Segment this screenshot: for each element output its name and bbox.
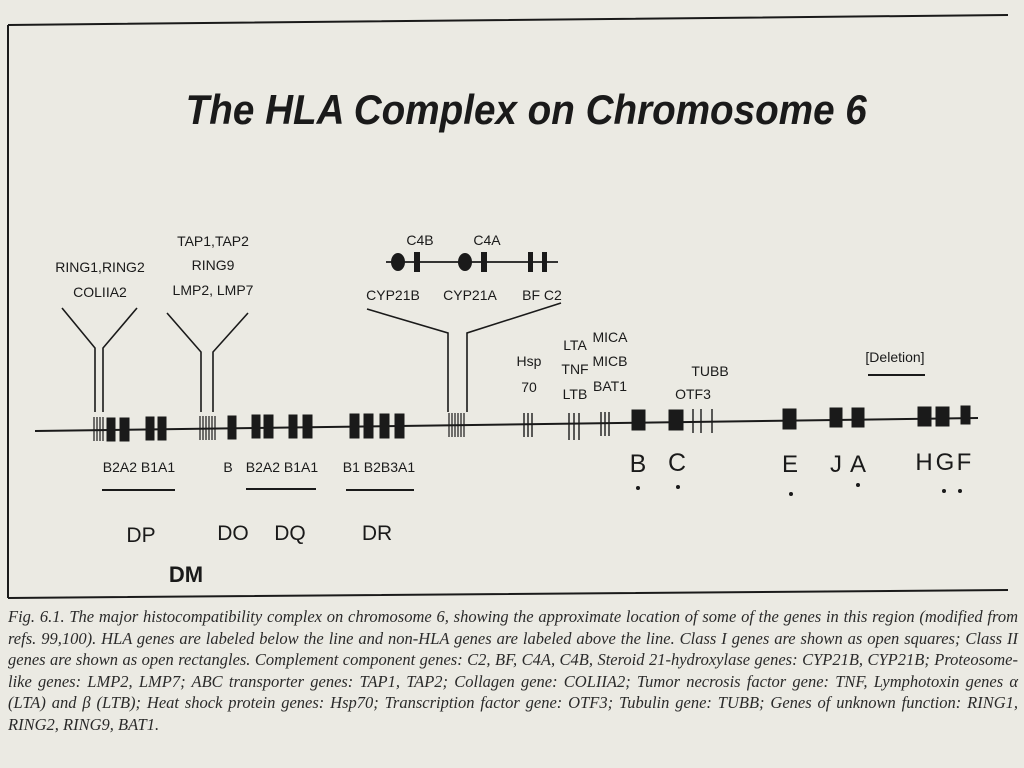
dq-gene-block bbox=[252, 415, 260, 438]
micb-label: MICB bbox=[592, 353, 628, 369]
bat1-label: BAT1 bbox=[593, 378, 627, 394]
class1-gene-c bbox=[669, 410, 683, 430]
dq-gene-block bbox=[303, 415, 312, 438]
region-do: DO bbox=[217, 522, 249, 545]
tubb-group bbox=[675, 363, 729, 402]
ring-label-2: COLIIA2 bbox=[73, 284, 127, 300]
dr-gene-block bbox=[380, 414, 389, 438]
ltb-label: LTB bbox=[562, 386, 588, 402]
region-dr: DR bbox=[361, 522, 393, 545]
ring-ticks bbox=[94, 417, 103, 441]
class1-gene-f bbox=[961, 406, 970, 424]
region-dm: DM bbox=[168, 562, 204, 587]
region-dq: DQ bbox=[274, 522, 306, 545]
dp-genes-label: B2A2 B1A1 bbox=[102, 459, 176, 475]
c4b-gene bbox=[414, 252, 420, 272]
dr-gene-block bbox=[395, 414, 404, 438]
dp-gene-block bbox=[158, 417, 166, 440]
class1-letter: C bbox=[667, 449, 687, 477]
lt-ticks bbox=[569, 413, 579, 440]
gene-marks bbox=[94, 406, 970, 441]
class1-letter: H bbox=[915, 449, 933, 476]
lt-group bbox=[561, 337, 588, 402]
dr-gene-block bbox=[364, 414, 373, 438]
cyp21a-label: CYP21A bbox=[443, 287, 497, 303]
region-dp: DP bbox=[126, 524, 156, 547]
hsp-label-1: Hsp bbox=[516, 353, 542, 369]
class1-letter: B bbox=[629, 450, 647, 478]
class1-gene-g bbox=[936, 407, 949, 426]
hsp-group bbox=[517, 353, 542, 395]
class1-gene-j bbox=[830, 408, 842, 427]
class1-letter: J bbox=[830, 451, 842, 478]
do-gene-block bbox=[228, 416, 236, 439]
c4b-label: C4B bbox=[406, 232, 434, 248]
dp-gene-block bbox=[146, 417, 154, 440]
dq-gene-block bbox=[264, 415, 273, 438]
c2-gene bbox=[542, 252, 547, 272]
bf-gene bbox=[528, 252, 533, 272]
tap-label-2: RING9 bbox=[191, 257, 235, 273]
mic-group bbox=[593, 329, 629, 394]
c4a-label: C4A bbox=[473, 232, 501, 248]
class1-letter: F bbox=[956, 449, 972, 476]
ring-label-1: RING1,RING2 bbox=[55, 259, 145, 275]
page-title: The HLA Complex on Chromosome 6 bbox=[185, 85, 867, 134]
hsp-label-2: 70 bbox=[521, 379, 537, 395]
cyp21b-label: CYP21B bbox=[366, 287, 420, 303]
dq-genes-label: B2A2 B1A1 bbox=[245, 459, 319, 475]
class1-gene-a bbox=[852, 408, 864, 427]
dq-gene-block bbox=[289, 415, 297, 438]
tnf-label: TNF bbox=[561, 361, 589, 377]
class1-letters bbox=[630, 449, 972, 478]
tap-label-1: TAP1,TAP2 bbox=[177, 233, 249, 249]
class1-letter: G bbox=[935, 449, 955, 476]
ring-group bbox=[55, 259, 145, 412]
do-gene-label: B bbox=[223, 459, 233, 475]
cyp21b-gene bbox=[391, 253, 405, 271]
mica-label: MICA bbox=[592, 329, 628, 345]
class1-letter: E bbox=[781, 451, 799, 478]
bf-c2-label: BF C2 bbox=[522, 287, 562, 303]
dr-gene-block bbox=[350, 414, 359, 438]
otf3-label: OTF3 bbox=[675, 386, 711, 402]
class1-gene-e bbox=[783, 409, 796, 429]
deletion-group bbox=[865, 349, 925, 375]
cyp21a-gene bbox=[458, 253, 472, 271]
class1-gene-h bbox=[918, 407, 931, 426]
tap-label-3: LMP2, LMP7 bbox=[172, 282, 254, 298]
c4a-gene bbox=[481, 252, 487, 272]
lta-label: LTA bbox=[563, 337, 587, 353]
class1-dots bbox=[636, 483, 962, 496]
dr-genes-label: B1 B2B3A1 bbox=[342, 459, 416, 475]
class1-letter: A bbox=[849, 451, 867, 478]
deletion-label: [Deletion] bbox=[865, 349, 925, 365]
figure-caption: Fig. 6.1. The major histocompatibility complex on chromosome 6, showing the approximate location of some of the genes in this region (modified from refs. 99,100). HLA genes are labeled below the line and non-HLA genes are labeled above the line. Class I genes are shown as open squares; Class II genes are shown as open rectangles. Complement component genes: C2, BF, C4A, C4B, Steroid 21-hydroxylase genes: CYP21B, CYP21B; Proteosome-like genes: LMP2, LMP7; ABC transporter genes: TAP1, TAP2; Collagen gene: COLIIA2; Tumor necrosis factor gene: TNF, Lymphotoxin genes α (LTA) and β (LTB); Heat shock protein genes: Hsp70; Transcription factor gene: OTF3; Tubulin gene: TUBB; Genes of unknown function: RING1, RING2, RING9, BAT1. bbox=[8, 607, 1018, 734]
ring-connector bbox=[62, 308, 137, 412]
tubb-label: TUBB bbox=[691, 363, 729, 379]
dp-gene-block bbox=[107, 418, 115, 441]
tap-group bbox=[167, 233, 254, 412]
class1-gene-b bbox=[632, 410, 645, 430]
dp-gene-block bbox=[120, 418, 129, 441]
tap-connector bbox=[167, 313, 248, 412]
